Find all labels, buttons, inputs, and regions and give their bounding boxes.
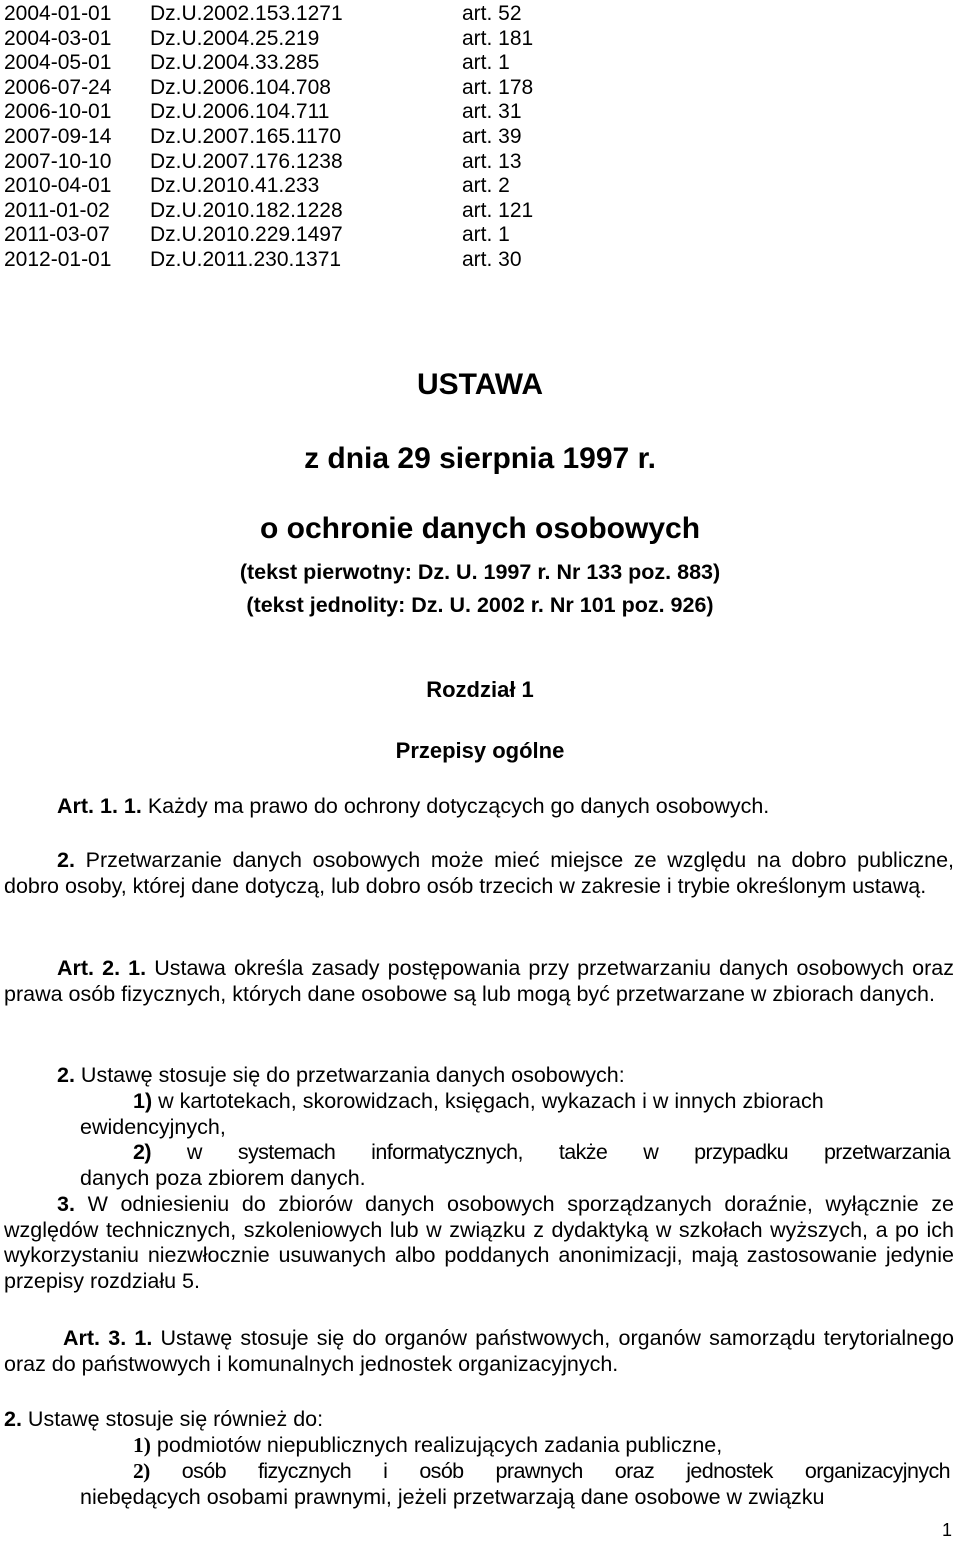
art3-item2 [133,1459,950,1485]
art2-item2-num: 2) [133,1140,151,1164]
amendment-article: art. 178 [462,75,534,99]
art2-item2 [133,1140,950,1166]
amendment-date: 2012-01-01 [4,247,112,271]
original-text-ref: (tekst pierwotny: Dz. U. 1997 r. Nr 133 poz. 883) [239,560,721,584]
act-date: z dnia 29 sierpnia 1997 r. [304,442,656,475]
amendment-date: 2010-04-01 [4,174,112,198]
art2-p3-num: 3. [57,1192,75,1216]
amendment-article: art. 52 [462,2,522,25]
amendment-article: art. 1 [462,223,510,247]
art2-item1-num: 1) [133,1089,153,1113]
art2-para3 [4,1192,954,1294]
amendment-article: art. 1 [462,51,510,75]
amendment-row [4,199,564,224]
act-subject: o ochronie danych osobowych [259,512,701,545]
art1-p2-num: 2. [57,848,75,872]
amendment-journal: Dz.U.2011.230.1371 [150,247,342,271]
chapter-title: Przepisy ogólne [395,738,565,763]
art2-p1-text: Ustawa określa zasady postępowania przy przetwarzaniu danych osobowych oraz prawa osób fizycznych, których dane osobowe są lub mogą być przetwarzane w zbiorach danych. [4,956,954,1006]
chapter-number: Rozdział 1 [426,677,534,702]
art3-item2-num: 2) [133,1459,150,1483]
amendment-row [4,100,564,125]
art2-item2-cont: danych poza zbiorem danych. [80,1166,366,1190]
amendment-article: art. 121 [462,198,534,222]
art2-p3-text: W odniesieniu do zbiorów danych osobowych sporządzanych doraźnie, wyłącznie ze względów technicznych, szkoleniowych lub w związku z dydaktyką w szkołach wyższych, a po ich wykorzystaniu niezwłocznie usuwanych albo poddanych anonimizacji, mają zastosowanie jedynie przepisy rozdziału 5. [4,1192,954,1293]
art1-para1 [57,794,957,820]
art3-para1 [4,1326,954,1377]
amendment-row [4,248,564,273]
amendment-row [4,223,564,248]
amendment-date: 2007-10-10 [4,149,112,173]
amendment-journal: Dz.U.2007.165.1170 [150,124,342,148]
art3-p2-text: Ustawę stosuje się również do: [27,1407,324,1431]
amendment-row [4,174,564,199]
art2-item1-text: w kartotekach, skorowidzach, księgach, wykazach i w innych zbiorach ewidencyjnych, [80,1089,824,1139]
amendment-date: 2004-03-01 [4,26,112,50]
amendment-article: art. 181 [462,26,534,50]
amendment-journal: Dz.U.2010.41.233 [150,174,320,198]
amendment-date: 2006-10-01 [4,100,112,124]
amendments-table [4,2,564,273]
consolidated-text-ref: (tekst jednolity: Dz. U. 2002 r. Nr 101 poz. 926) [246,593,714,617]
amendment-article: art. 31 [462,100,522,124]
art1-p2-text: Przetwarzanie danych osobowych może mieć miejsce ze względu na dobro publiczne, dobro osoby, której dane dotyczą, lub dobro osób trzecich w zakresie i trybie określonym ustawą. [4,848,954,898]
art3-item2-cont: niebędących osobami prawnymi, jeżeli przetwarzają dane osobowe w związku [80,1485,825,1509]
amendment-journal: Dz.U.2004.33.285 [150,51,320,75]
amendment-journal: Dz.U.2006.104.708 [150,75,331,99]
art3-item1 [133,1433,950,1459]
amendment-row [4,76,564,101]
amendment-row [4,150,564,175]
amendment-date: 2004-05-01 [4,51,112,75]
art3-item1-num: 1) [133,1433,151,1457]
art2-para1 [4,956,954,1007]
art2-label: Art. 2. 1. [57,956,147,980]
art2-item2-text-1: w systemach informatycznych, także w przypadku przetwarzania [186,1140,950,1164]
act-title: USTAWA [416,368,544,401]
amendment-journal: Dz.U.2010.182.1228 [150,198,343,222]
amendment-article: art. 39 [462,124,522,148]
amendment-article: art. 13 [462,149,522,173]
amendment-article: art. 2 [462,174,510,198]
art3-p2-num: 2. [4,1407,22,1431]
amendment-date: 2007-09-14 [4,124,112,148]
amendment-journal: Dz.U.2006.104.711 [150,100,330,124]
amendment-row [4,51,564,76]
amendment-row [4,27,564,52]
amendment-date: 2011-01-02 [4,198,110,222]
art3-item2-text-1: osób fizycznych i osób prawnych oraz jednostek organizacyjnych [181,1459,951,1483]
amendment-date: 2004-01-01 [4,2,112,25]
amendment-journal: Dz.U.2010.229.1497 [150,223,343,247]
art2-p2-text: Ustawę stosuje się do przetwarzania danych osobowych: [80,1063,625,1087]
amendment-row [4,125,564,150]
art3-item1-text: podmiotów niepublicznych realizujących zadania publiczne, [156,1433,723,1457]
page-number: 1 [941,1520,952,1540]
art3-para2 [4,1407,954,1433]
amendment-journal: Dz.U.2004.25.219 [150,26,320,50]
art1-label: Art. 1. 1. [57,794,142,818]
art3-label: Art. 3. 1. [63,1326,153,1350]
art3-p1-text: Ustawę stosuje się do organów państwowych, organów samorządu terytorialnego oraz do państwowych i komunalnych jednostek organizacyjnych. [4,1326,955,1376]
art2-item1 [80,1089,950,1140]
amendment-article: art. 30 [462,247,522,271]
art1-para2 [4,848,954,899]
amendment-date: 2006-07-24 [4,75,112,99]
amendment-journal: Dz.U.2007.176.1238 [150,149,343,173]
art2-para2 [57,1063,957,1089]
amendment-journal: Dz.U.2002.153.1271 [150,2,343,25]
art2-p2-num: 2. [57,1063,75,1087]
art1-p1-text: Każdy ma prawo do ochrony dotyczących go danych osobowych. [147,794,770,818]
amendment-row [4,2,564,27]
amendment-date: 2011-03-07 [4,223,110,247]
